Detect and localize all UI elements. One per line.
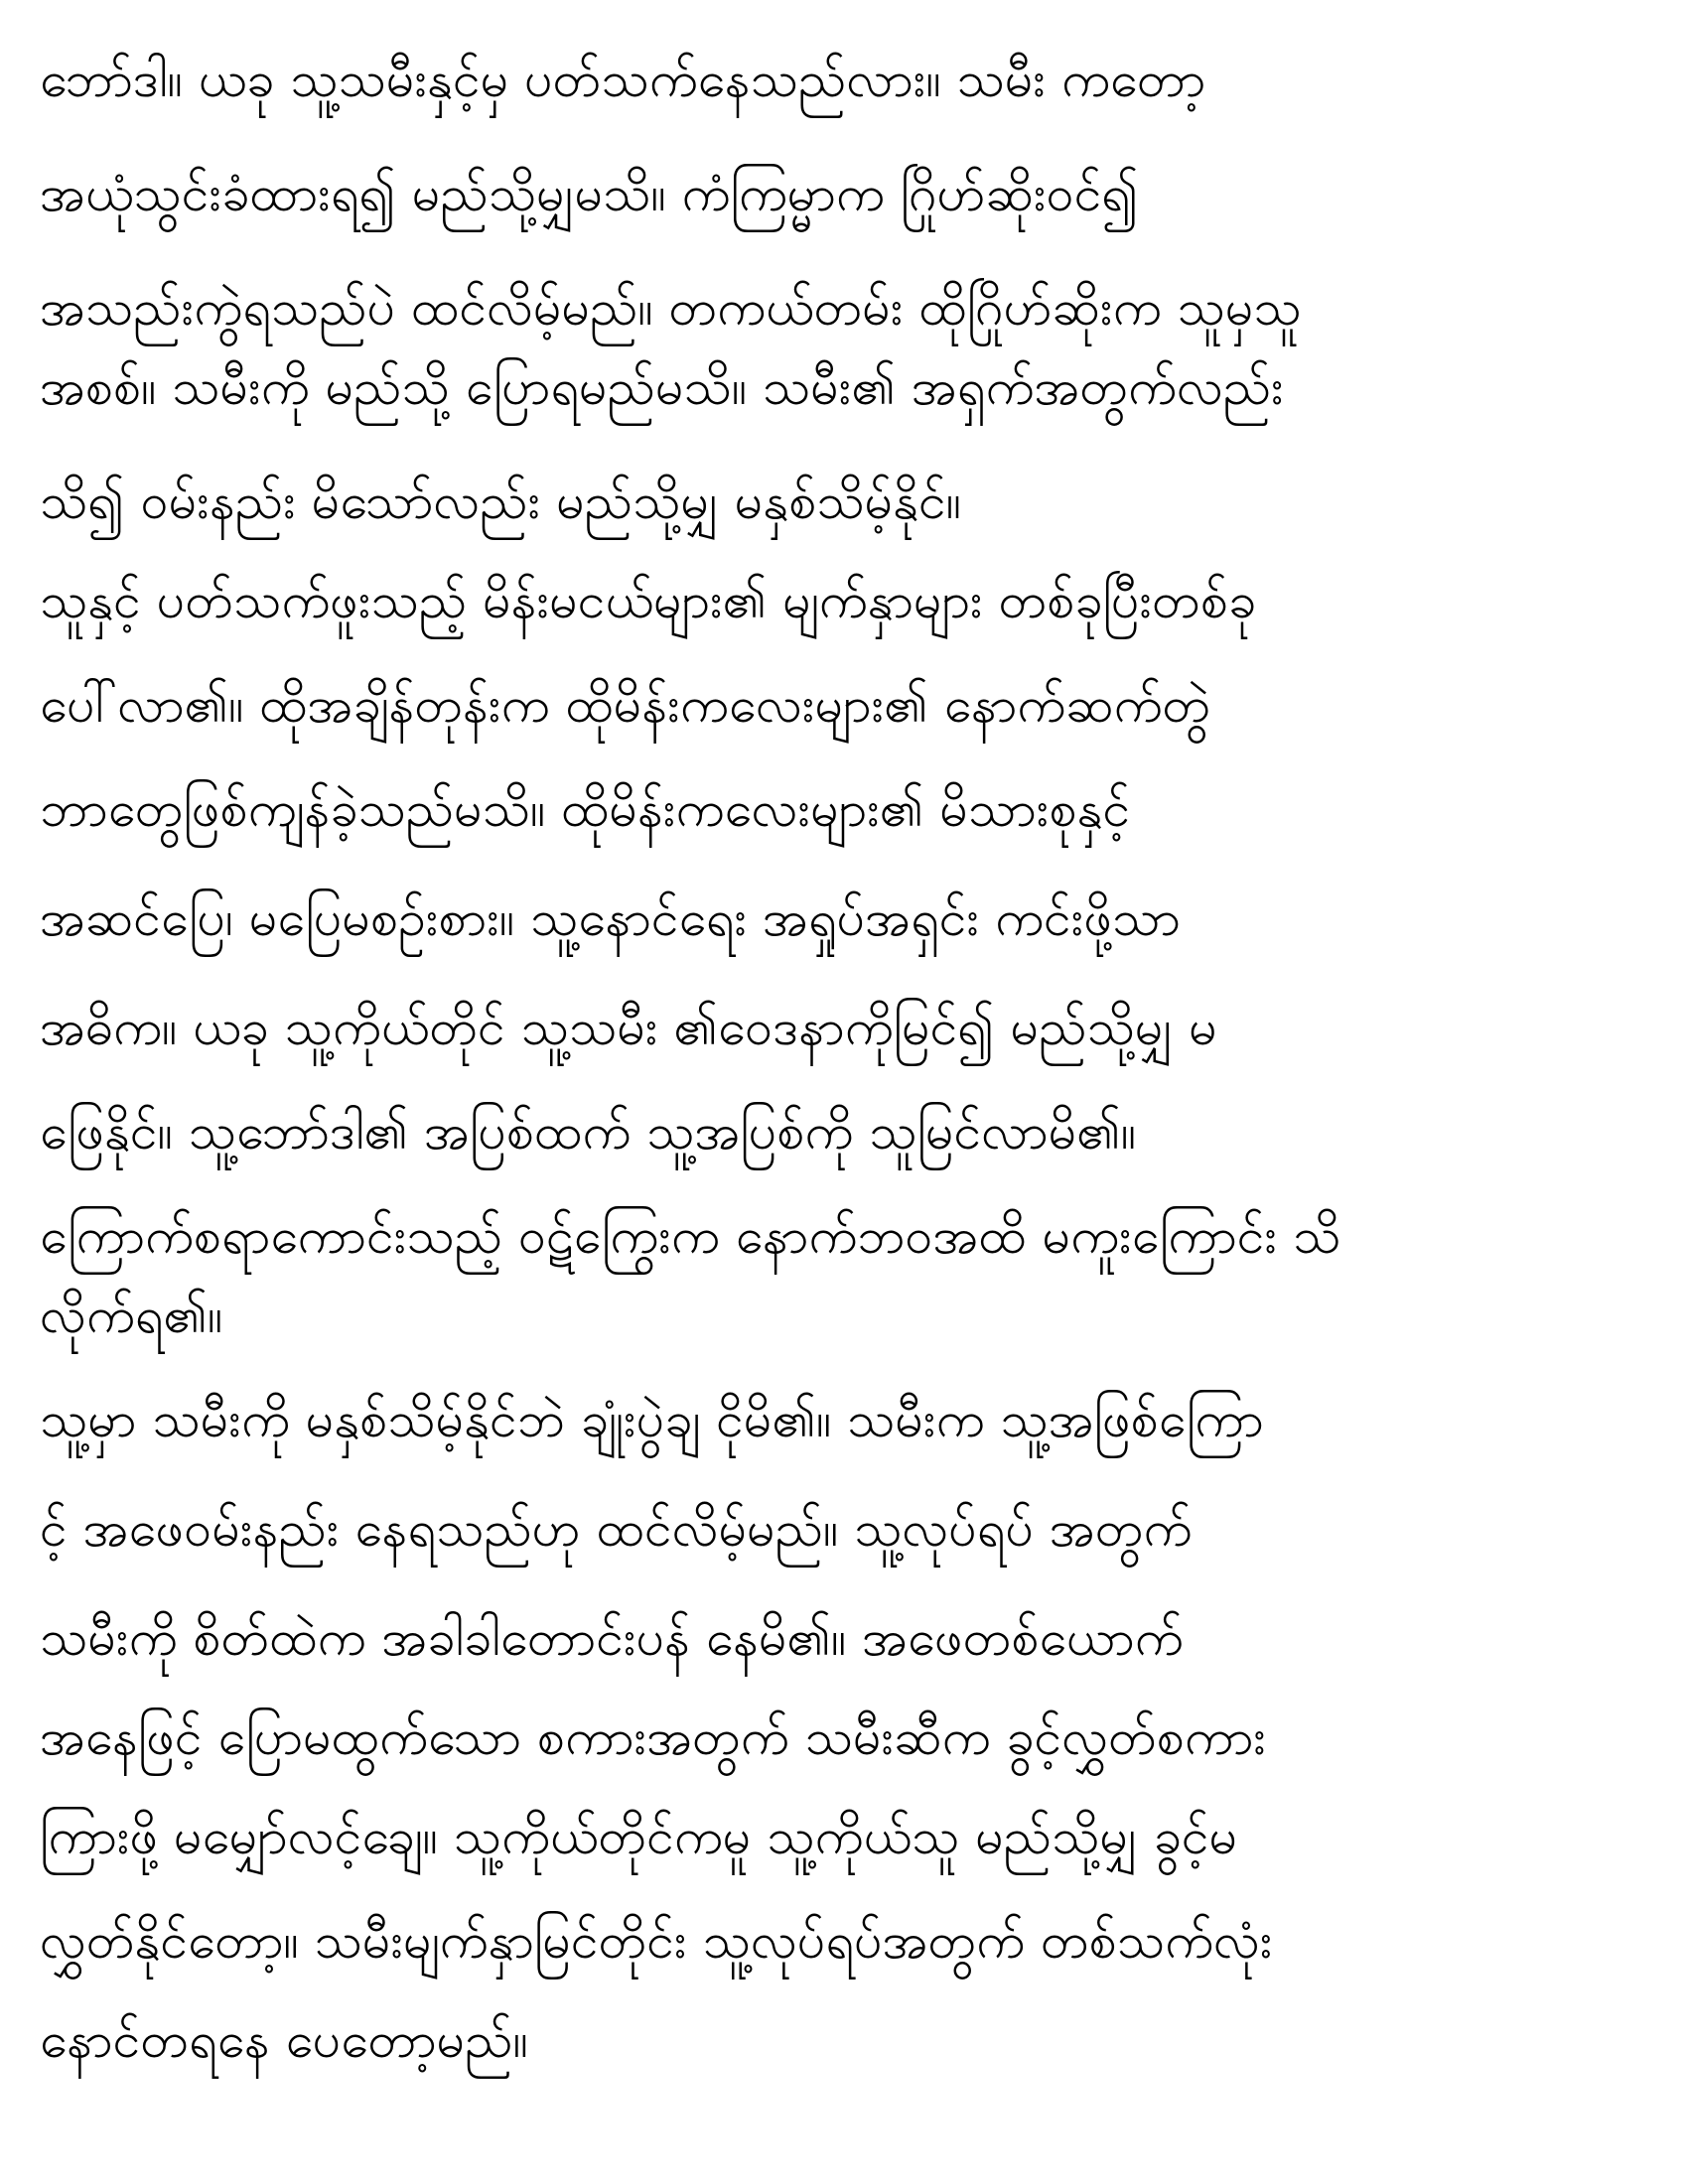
- text-line: င့် အဖေဝမ်းနည်း နေရသည်ဟု ထင်လိမ့်မည်။ သူ့လုပ်ရပ် အတွက်: [40, 1500, 1193, 1558]
- text-line: သူနှင့် ပတ်သက်ဖူးသည့် မိန်းမငယ်များ၏ မျက်နှာများ တစ်ခုပြီးတစ်ခု: [40, 572, 1257, 629]
- text-line: သမီးကို စိတ်ထဲက အခါခါတောင်းပန် နေမိ၏။ အဖေတစ်ယောက်: [40, 1609, 1184, 1667]
- text-line: ဖြေနိုင်။ သူ့ဘော်ဒါ၏ အပြစ်ထက် သူ့အပြစ်ကို သူမြင်လာမိ၏။: [40, 1103, 1136, 1160]
- text-line: အဆင်ပြေ၊ မပြေမစဉ်းစား။ သူ့နောင်ရေး အရှုပ်အရှင်း ကင်းဖို့သာ: [40, 889, 1181, 947]
- text-line: သိ၍ ဝမ်းနည်း မိသော်လည်း မည်သို့မျှ မနှစ်သိမ့်နိုင်။: [40, 473, 961, 530]
- text-line: အသည်းကွဲရသည်ပဲ ထင်လိမ့်မည်။ တကယ်တမ်း ထိုဂြိုဟ်ဆိုးက သူမှသူ: [40, 279, 1302, 337]
- text-line: ဘာတွေဖြစ်ကျန်ခဲ့သည်မသိ။ ထိုမိန်းကလေးများ၏ မိသားစုနှင့်: [40, 780, 1131, 838]
- text-line: အစစ်။ သမီးကို မည်သို့ ပြောရမည်မသိ။ သမီး၏ အရှက်အတွက်လည်း: [40, 358, 1284, 416]
- text-line: အနေဖြင့် ပြောမထွက်သော စကားအတွက် သမီးဆီက ခွင့်လွှတ်စကား: [40, 1708, 1267, 1766]
- text-line: ပေါ်လာ၏။ ထိုအချိန်တုန်းက ထိုမိန်းကလေးများ၏ နောက်ဆက်တွဲ: [40, 676, 1211, 734]
- text-line: သူ့မှာ သမီးကို မနှစ်သိမ့်နိုင်ဘဲ ချုံးပွဲချ ငိုမိ၏။ သမီးက သူ့အဖြစ်ကြော: [40, 1391, 1264, 1448]
- text-line: ဘော်ဒါ။ ယခု သူ့သမီးနှင့်မှ ပတ်သက်နေသည်လား။ သမီး ကတော့: [40, 51, 1206, 108]
- text-line: နောင်တရနေ ပေတော့မည်။: [40, 2011, 528, 2069]
- text-line: လိုက်ရ၏။: [40, 1287, 223, 1344]
- text-line: ကြားဖို့ မမျှော်လင့်ချေ။ သူ့ကိုယ်တိုင်ကမူ သူ့ကိုယ်သူ မည်သို့မျှ ခွင့်မ: [40, 1808, 1238, 1865]
- text-line: အဓိက။ ယခု သူ့ကိုယ်တိုင် သူ့သမီး ၏ဝေဒနာကိုမြင်၍ မည်သို့မျှ မ: [40, 999, 1217, 1056]
- text-line: အယုံသွင်းခံထားရ၍ မည်သို့မျှမသိ။ ကံကြမ္မာက ဂြိုဟ်ဆိုးဝင်၍: [40, 165, 1139, 222]
- text-line: ကြောက်စရာကောင်းသည့် ဝဋ်ကြွေးက နောက်ဘဝအထိ မကူးကြောင်း သိ: [40, 1207, 1341, 1265]
- text-line: လွှတ်နိုင်တော့။ သမီးမျက်နှာမြင်တိုင်း သူ့လုပ်ရပ်အတွက် တစ်သက်လုံး: [40, 1912, 1273, 1970]
